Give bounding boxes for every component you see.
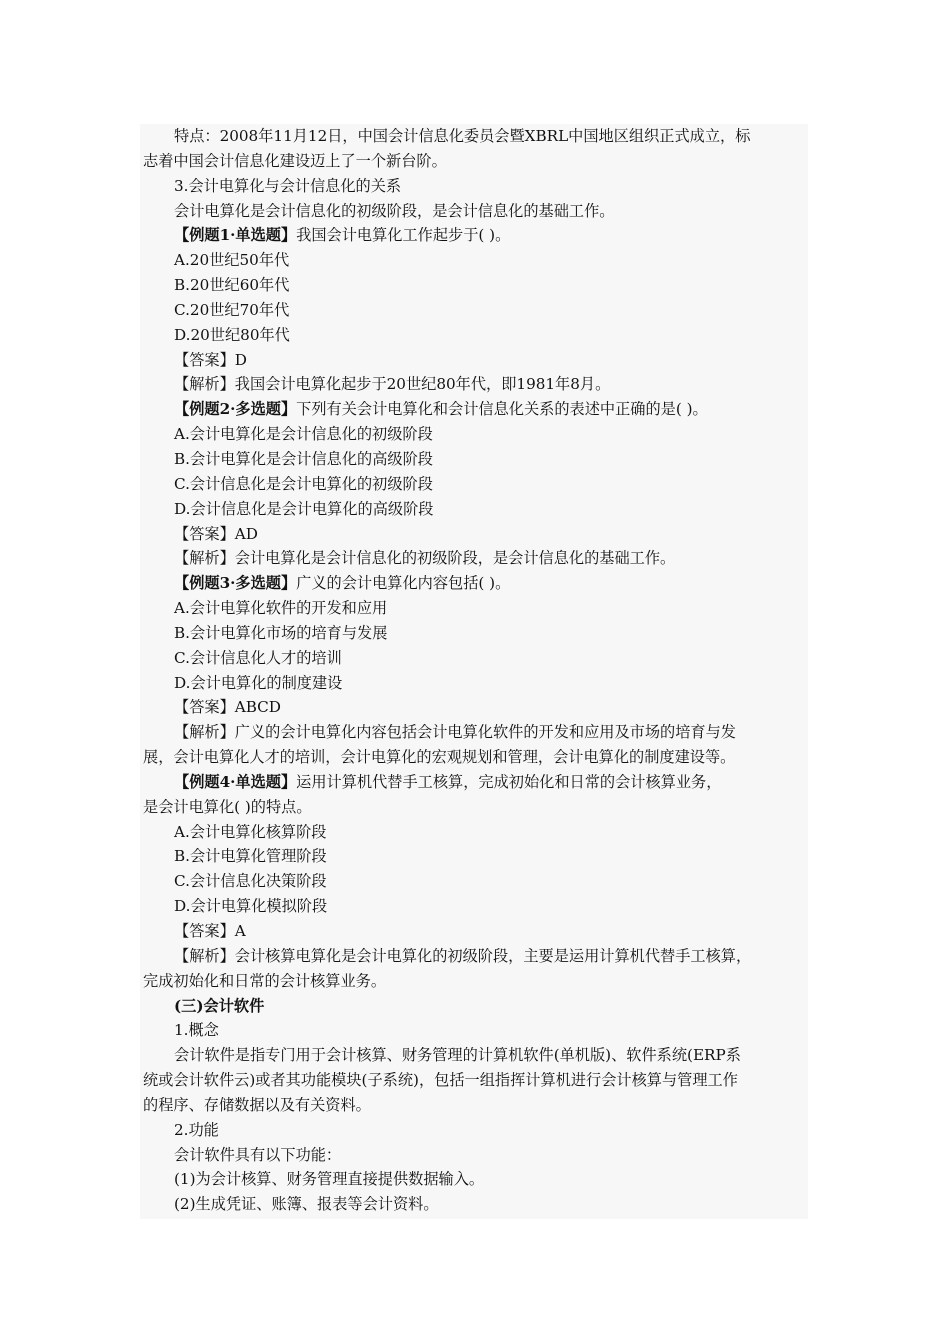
example-3-analysis-line-2: 展，会计电算化人才的培训，会计电算化的宏观规划和管理，会计电算化的制度建设等。 [143,748,736,767]
example-4-question-text: 运用计算机代替手工核算，完成初始化和日常的会计核算业务， [296,772,722,791]
example-2-answer: 【答案】AD [174,524,258,543]
function-intro: 会计软件具有以下功能： [174,1145,342,1164]
example-3-question [140,571,808,596]
example-4-analysis-line-1: 【解析】会计核算电算化是会计电算化的初级阶段，主要是运用计算机代替手工核算， [174,946,752,965]
example-1-option-d: D.20世纪80年代 [174,325,290,344]
example-4-option-a: A.会计电算化核算阶段 [174,822,327,841]
example-3-option-a: A.会计电算化软件的开发和应用 [174,599,388,618]
concept-line-2: 统或会计软件云)或者其功能模块(子系统)，包括一组指挥计算机进行会计核算与管理工作 [143,1071,738,1090]
function-title: 2.功能 [174,1120,219,1139]
example-1-question-text: 我国会计电算化工作起步于( )。 [296,226,511,245]
example-2-question-text: 下列有关会计电算化和会计信息化关系的表述中正确的是( )。 [296,400,708,419]
example-3-question-text: 广义的会计电算化内容包括( )。 [296,574,511,593]
example-2-label: 【例题2·多选题】 [174,400,297,419]
example-1-option-c: C.20世纪70年代 [174,300,290,319]
concept-line-1: 会计软件是指专门用于会计核算、财务管理的计算机软件(单机版)、软件系统(ERP系 [174,1046,741,1065]
example-4-answer: 【答案】A [174,922,246,940]
example-4-option-b: B.会计电算化管理阶段 [174,847,327,866]
example-3-option-b: B.会计电算化市场的培育与发展 [174,623,388,642]
example-1-option-a: A.20世纪50年代 [174,251,290,270]
example-3-label: 【例题3·多选题】 [174,574,297,593]
document-body [140,124,808,1219]
example-4-option-c: C.会计信息化决策阶段 [174,872,327,891]
example-3-option-c: C.会计信息化人才的培训 [174,648,342,667]
section-3-title: 3.会计电算化与会计信息化的关系 [174,176,402,195]
example-2-analysis: 【解析】会计电算化是会计信息化的初级阶段，是会计信息化的基础工作。 [174,549,676,568]
function-item-1: (1)为会计核算、财务管理直接提供数据输入。 [174,1170,485,1189]
concept-title: 1.概念 [174,1021,219,1040]
example-4-option-d: D.会计电算化模拟阶段 [174,897,328,916]
example-1-label: 【例题1·单选题】 [174,226,297,245]
function-item-2: (2)生成凭证、账簿、报表等会计资料。 [174,1195,439,1214]
example-1-question [140,223,808,248]
example-1-option-b: B.20世纪60年代 [174,276,290,295]
example-2-option-b: B.会计电算化是会计信息化的高级阶段 [174,449,433,468]
example-4-question-line-2: 是会计电算化( )的特点。 [143,797,312,816]
example-1-answer: 【答案】D [174,350,247,369]
example-2-option-a: A.会计电算化是会计信息化的初级阶段 [174,425,433,444]
section-3-text: 会计电算化是会计信息化的初级阶段，是会计信息化的基础工作。 [174,201,615,220]
intro-line-2: 志着中国会计信息化建设迈上了一个新台阶。 [143,151,447,170]
example-2-option-c: C.会计信息化是会计电算化的初级阶段 [174,474,433,493]
concept-line-3: 的程序、存储数据以及有关资料。 [143,1095,371,1114]
example-4-analysis-line-2: 完成初始化和日常的会计核算业务。 [143,971,386,990]
section-heading-accounting-software: (三)会计软件 [174,996,265,1015]
example-2-question [140,397,808,422]
intro-line-1: 特点：2008年11月12日，中国会计信息化委员会暨XBRL中国地区组织正式成立，标 [174,127,751,145]
example-4-question [140,770,808,795]
example-2-option-d: D.会计信息化是会计电算化的高级阶段 [174,499,434,518]
example-3-option-d: D.会计电算化的制度建设 [174,673,343,692]
example-1-analysis: 【解析】我国会计电算化起步于20世纪80年代，即1981年8月。 [174,375,611,394]
example-3-answer: 【答案】ABCD [174,698,281,717]
example-4-label: 【例题4·单选题】 [174,772,297,791]
example-3-analysis-line-1: 【解析】广义的会计电算化内容包括会计电算化软件的开发和应用及市场的培育与发 [174,723,736,742]
